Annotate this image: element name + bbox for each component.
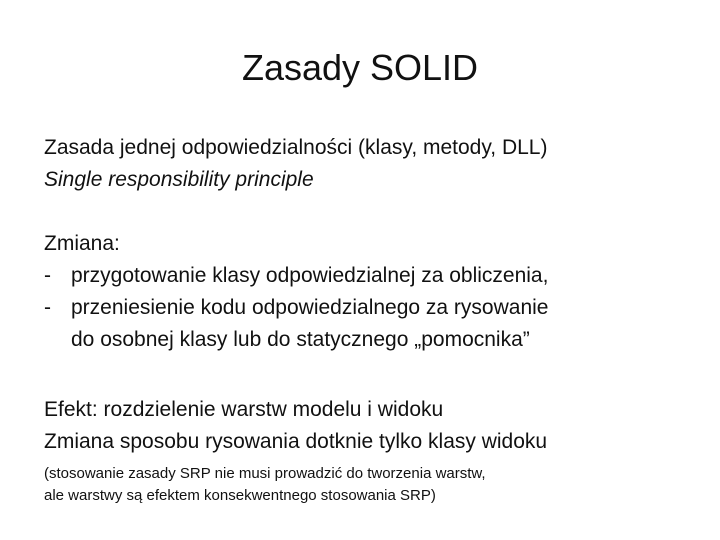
- dash-marker: -: [44, 264, 51, 287]
- principle-block: [44, 132, 694, 196]
- principle-polish: Zasada jednej odpowiedzialności (klasy, metody, DLL): [44, 136, 548, 159]
- srp-note: [44, 463, 694, 507]
- change-block: [44, 228, 694, 356]
- dash-marker: -: [44, 296, 51, 319]
- slide-title: Zasady SOLID: [241, 47, 479, 88]
- note-line: (stosowanie zasady SRP nie musi prowadzić do tworzenia warstw,: [44, 465, 486, 482]
- change-item: [44, 292, 694, 324]
- change-heading: Zmiana:: [44, 232, 120, 255]
- note-line: ale warstwy są efektem konsekwentnego stosowania SRP): [44, 487, 436, 504]
- change-item: [44, 260, 694, 292]
- change-item-continuation: do osobnej klasy lub do statycznego „pomocnika”: [71, 328, 530, 351]
- effect-block: [44, 394, 694, 458]
- effect-line: Zmiana sposobu rysowania dotknie tylko klasy widoku: [44, 430, 548, 453]
- effect-line: Efekt: rozdzielenie warstw modelu i widoku: [44, 398, 444, 421]
- principle-english: Single responsibility principle: [44, 168, 314, 191]
- change-item-text: przygotowanie klasy odpowiedzialnej za obliczenia,: [71, 264, 549, 287]
- change-item-text: przeniesienie kodu odpowiedzialnego za rysowanie: [71, 296, 549, 319]
